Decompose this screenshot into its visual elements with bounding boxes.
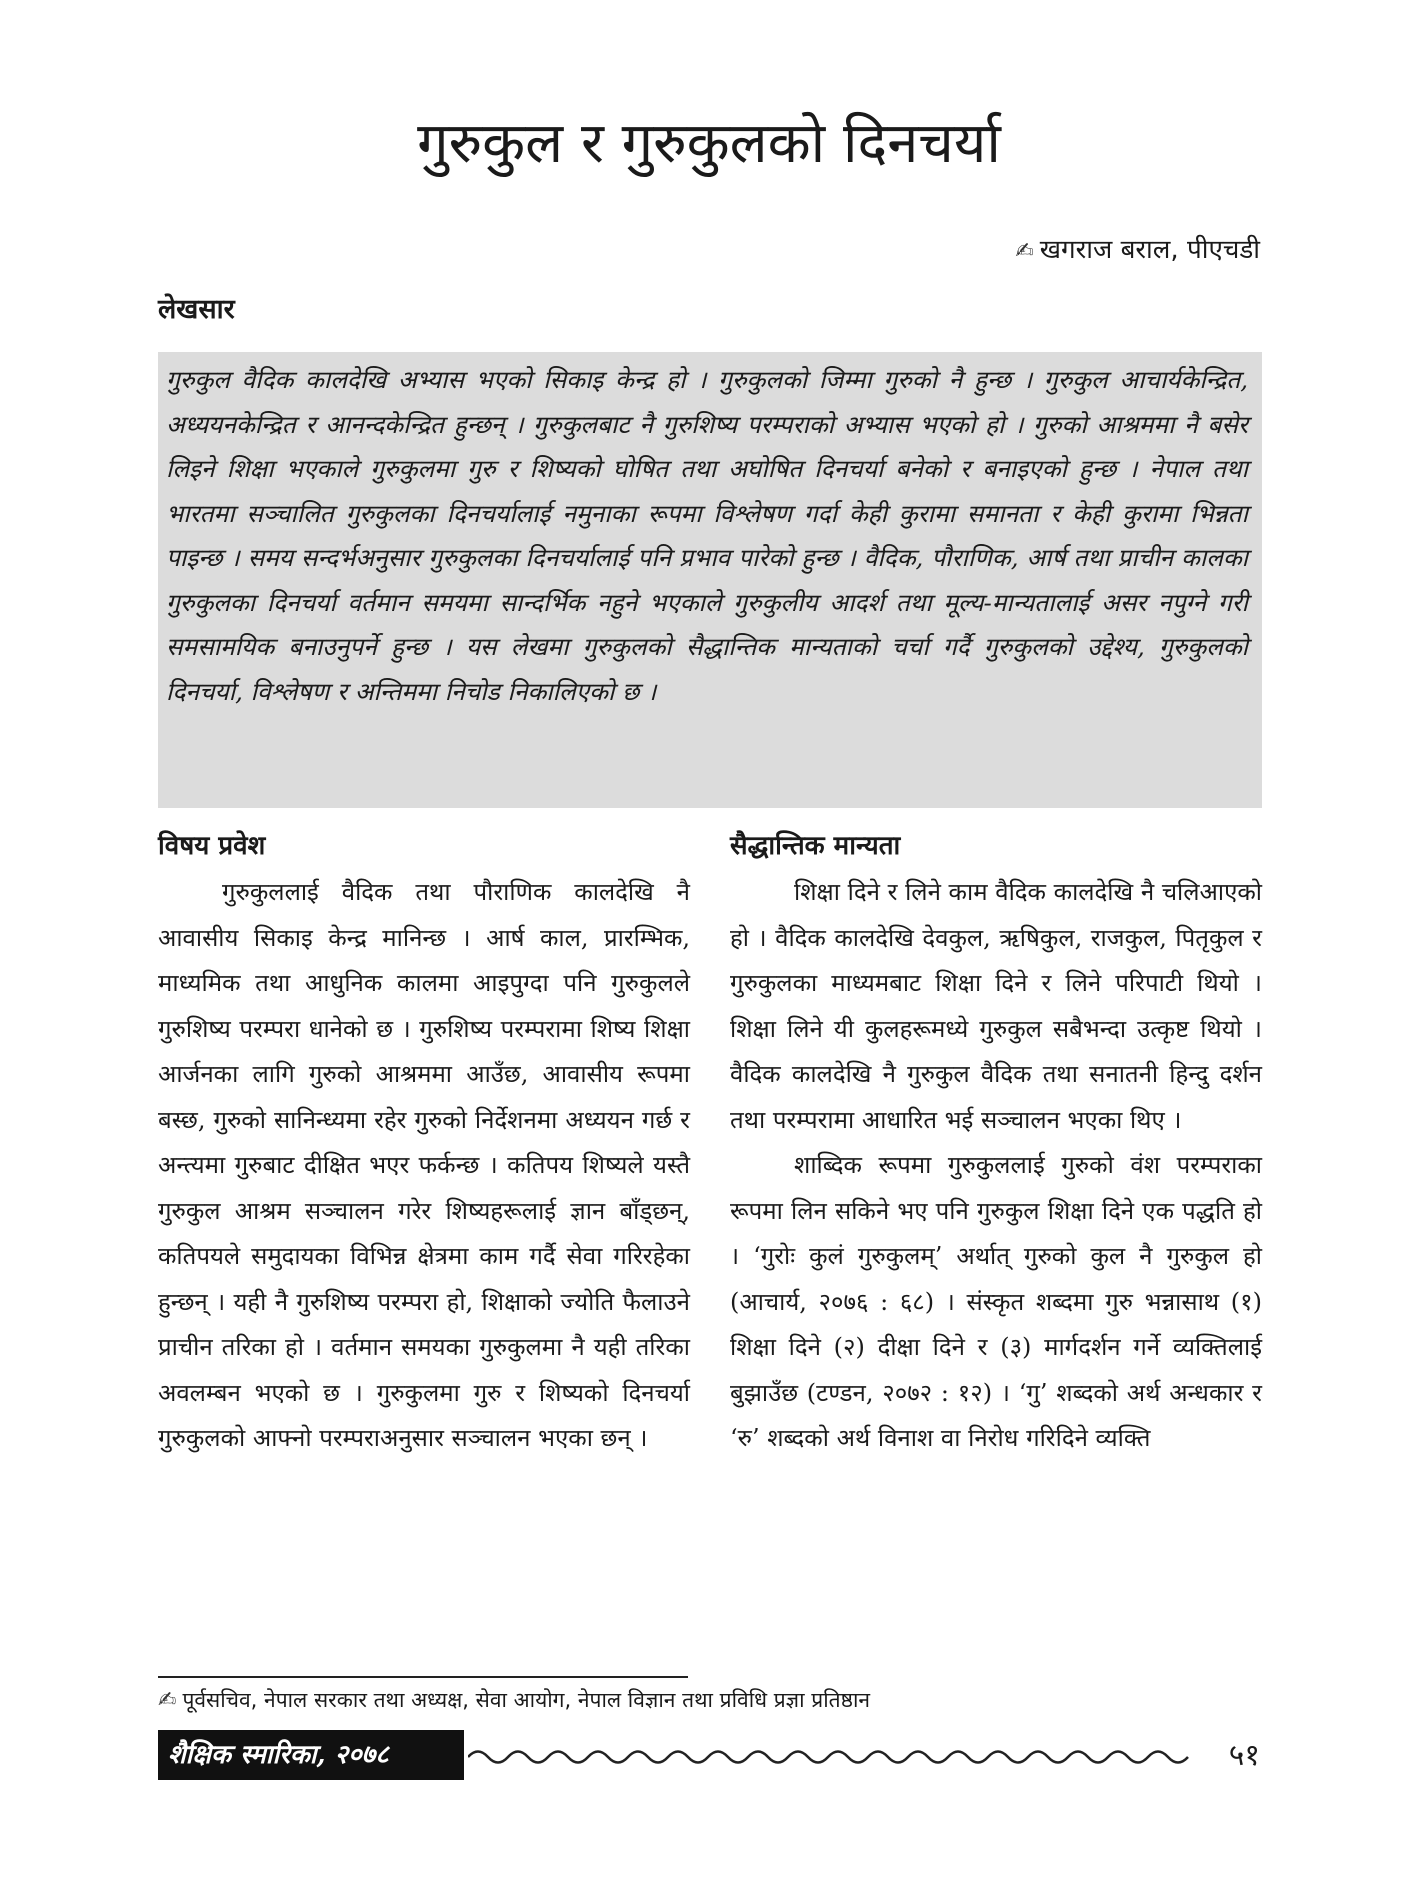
abstract-heading: लेखसार [158,294,235,325]
paragraph: गुरुकुललाई वैदिक तथा पौराणिक कालदेखि नै आवासीय सिकाइ केन्द्र मानिन्छ । आर्ष काल, प्रारम्भिक, माध्यमिक तथा आधुनिक कालमा आइपुग्दा पनि गुरुकुलले गुरुशिष्य परम्परा धानेको छ । गुरुशिष्य परम्परामा शिष्य शिक्षा आर्जनका लागि गुरुको आश्रममा आउँछ, आवासीय रूपमा बस्छ, गुरुको सानिन्ध्यमा रहेर गुरुको निर्देशनमा अध्ययन गर्छ र अन्त्यमा गुरुबाट दीक्षित भएर फर्कन्छ । कतिपय शिष्यले यस्तै गुरुकुल आश्रम सञ्चालन गरेर शिष्यहरूलाई ज्ञान बाँड्छन्, कतिपयले समुदायका विभिन्न क्षेत्रमा काम गर्दै सेवा गरिरहेका हुन्छन् । यही नै गुरुशिष्य परम्परा हो, शिक्षाको ज्योति फैलाउने प्राचीन तरिका हो । वर्तमान समयका गुरुकुलमा नै यही तरिका अवलम्बन भएको छ । गुरुकुलमा गुरु र शिष्यको दिनचर्या गुरुकुलको आफ्नो परम्पराअनुसार सञ्चालन भएका छन् । [158,878,690,1452]
section-heading-theory: सैद्धान्तिक मान्यता [730,831,901,861]
pen-icon: ✍ [158,1688,177,1713]
paragraph: शाब्दिक रूपमा गुरुकुललाई गुरुको वंश परम्पराका रूपमा लिन सकिने भए पनि गुरुकुल शिक्षा दिने एक पद्धति हो । ‘गुरोः कुलं गुरुकुलम्’ अर्थात् गुरुको कुल नै गुरुकुल हो (आचार्य, २०७६ : ६८) । संस्कृत शब्दमा गुरु भन्नासाथ (१) शिक्षा दिने (२) दीक्षा दिने र (३) मार्गदर्शन गर्ने व्यक्तिलाई बुझाउँछ (टण्डन, २०७२ : १२) । ‘गु’ शब्दको अर्थ अन्धकार र ‘रु’ शब्दको अर्थ विनाश वा निरोध गरिदिने व्यक्ति [730,1151,1262,1452]
right-column [730,826,1262,1462]
author-name: खगराज बराल, पीएचडी [1039,235,1260,265]
publication-banner: शैक्षिक स्मारिका, २०७८ [158,1730,464,1780]
pen-icon: ✍ [1015,239,1034,264]
abstract-box: गुरुकुल वैदिक कालदेखि अभ्यास भएको सिकाइ केन्द्र हो । गुरुकुलको जिम्मा गुरुको नै हुन्छ । गुरुकुल आचार्यकेन्द्रित, अध्ययनकेन्द्रित र आनन्दकेन्द्रित हुन्छन् । गुरुकुलबाट नै गुरुशिष्य परम्पराको अभ्यास भएको हो । गुरुको आश्रममा नै बसेर लिइने शिक्षा भएकाले गुरुकुलमा गुरु र शिष्यको घोषित तथा अघोषित दिनचर्या बनेको र बनाइएको हुन्छ । नेपाल तथा भारतमा सञ्चालित गुरुकुलका दिनचर्यालाई नमुनाका रूपमा विश्लेषण गर्दा केही कुरामा समानता र केही कुरामा भिन्नता पाइन्छ । समय सन्दर्भअनुसार गुरुकुलका दिनचर्यालाई पनि प्रभाव पारेको हुन्छ । वैदिक, पौराणिक, आर्ष तथा प्राचीन कालका गुरुकुलका दिनचर्या वर्तमान समयमा सान्दर्भिक नहुने भएकाले गुरुकुलीय आदर्श तथा मूल्य-मान्यतालाई असर नपुग्ने गरी समसामयिक बनाउनुपर्ने हुन्छ । यस लेखमा गुरुकुलको सैद्धान्तिक मान्यताको चर्चा गर्दै गुरुकुलको उद्देश्य, गुरुकुलको दिनचर्या, विश्लेषण र अन्तिममा निचोड निकालिएको छ । [158,352,1262,808]
page-number: ५१ [1228,1738,1260,1773]
footnote [158,1684,1258,1717]
wave-ornament [468,1740,1208,1774]
article-title: गुरुकुल र गुरुकुलको दिनचर्या [417,111,1001,176]
footnote-divider [158,1676,688,1678]
paragraph: शिक्षा दिने र लिने काम वैदिक कालदेखि नै चलिआएको हो । वैदिक कालदेखि देवकुल, ऋषिकुल, राजकुल, पितृकुल र गुरुकुलका माध्यमबाट शिक्षा दिने र लिने परिपाटी थियो । शिक्षा लिने यी कुलहरूमध्ये गुरुकुल सबैभन्दा उत्कृष्ट थियो । वैदिक कालदेखि नै गुरुकुल वैदिक तथा सनातनी हिन्दु दर्शन तथा परम्परामा आधारित भई सञ्चालन भएका थिए । [730,878,1262,1134]
left-column [158,826,690,1462]
author-line [1015,232,1260,270]
footnote-text: पूर्वसचिव, नेपाल सरकार तथा अध्यक्ष, सेवा आयोग, नेपाल विज्ञान तथा प्रविधि प्रज्ञा प्रतिष्ठान [182,1688,871,1712]
section-heading-introduction: विषय प्रवेश [158,831,266,861]
